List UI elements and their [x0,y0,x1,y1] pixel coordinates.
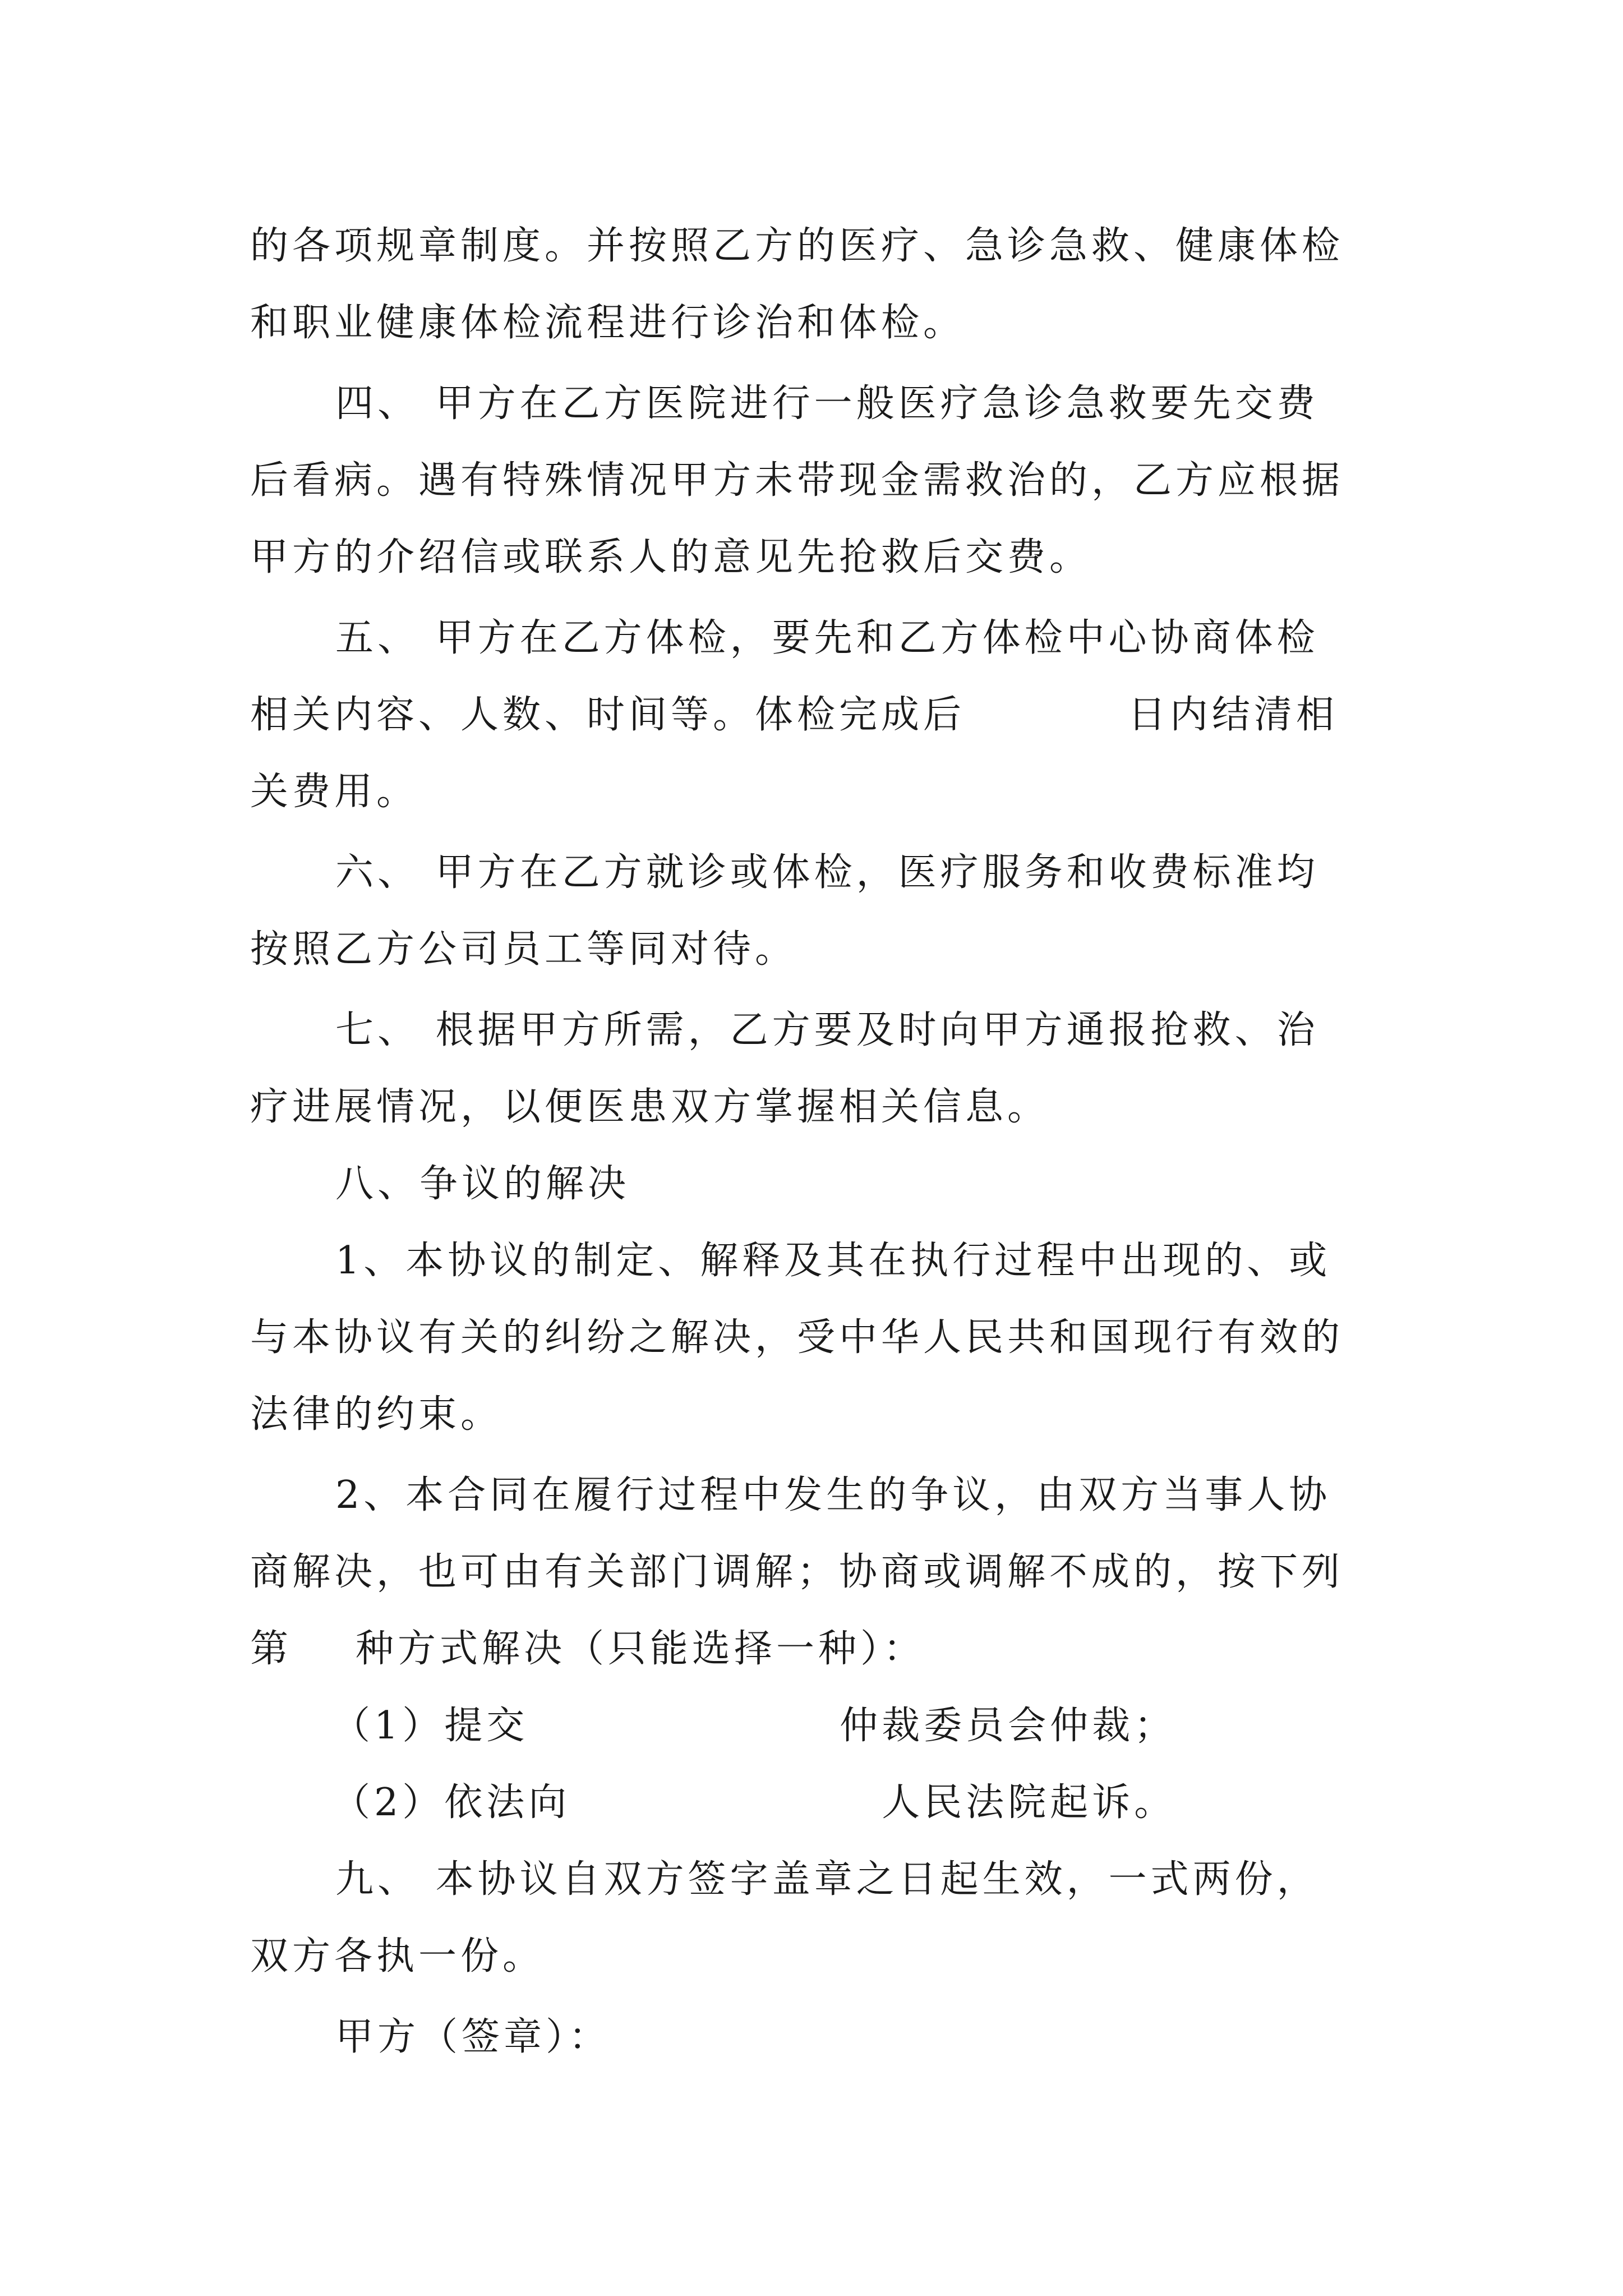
clause-8-heading: 八、争议的解决 [335,1162,630,1206]
party-a-signature-label: 甲方（签章）： [335,2015,611,2059]
text-line: 按照乙方公司员工等同对待。 [250,927,797,972]
clause-5-line: 五、 甲方在乙方体检，要先和乙方体检中心协商体检 [335,616,1319,660]
text-line [250,1611,1389,1687]
text-line: 甲方的介绍信或联系人的意见先抢救后交费。 [250,535,1092,579]
clause-8-2-line: 2、本合同在履行过程中发生的争议，由双方当事人协 [335,1473,1331,1517]
option-2-line [250,1764,1389,1841]
agreement-body [250,208,1389,2076]
text-segment: 第 [250,1627,293,1671]
text-line: 与本协议有关的纠纷之解决，受中华人民共和国现行有效的 [250,1315,1344,1360]
text-line: 关费用。 [250,770,419,814]
clause-6-line: 六、 甲方在乙方就诊或体检，医疗服务和收费标准均 [335,850,1319,895]
clause-7-line: 七、 根据甲方所需，乙方要及时向甲方通报抢救、治 [335,1008,1319,1052]
clause-9-line: 九、 本协议自双方签字盖章之日起生效，一式两份， [335,1857,1319,1902]
text-line [250,677,1389,753]
text-line: 和职业健康体检流程进行诊治和体检。 [250,301,966,345]
text-segment: 日内结清相 [1128,693,1339,737]
text-segment: 种方式解决（只能选择一种）： [356,1627,926,1671]
text-line: 疗进展情况，以便医患双方掌握相关信息。 [250,1085,1050,1129]
text-segment: 人民法院起诉。 [882,1780,1177,1825]
text-line: 的各项规章制度。并按照乙方的医疗、急诊急救、健康体检 [250,224,1344,268]
text-line: 商解决，也可由有关部门调解；协商或调解不成的，按下列 [250,1550,1344,1594]
clause-8-1-line: 1、本协议的制定、解释及其在执行过程中出现的、或 [335,1239,1331,1283]
text-line: 双方各执一份。 [250,1934,545,1978]
text-segment: （1）提交 [332,1704,529,1748]
text-line: 法律的约束。 [250,1392,503,1437]
text-segment: 相关内容、人数、时间等。体检完成后 [250,693,966,737]
clause-4-line: 四、 甲方在乙方医院进行一般医疗急诊急救要先交费 [335,381,1319,426]
option-1-line [250,1687,1389,1764]
text-segment: （2）依法向 [332,1780,571,1825]
text-segment: 仲裁委员会仲裁； [840,1704,1177,1748]
text-line: 后看病。遇有特殊情况甲方未带现金需救治的，乙方应根据 [250,458,1344,503]
